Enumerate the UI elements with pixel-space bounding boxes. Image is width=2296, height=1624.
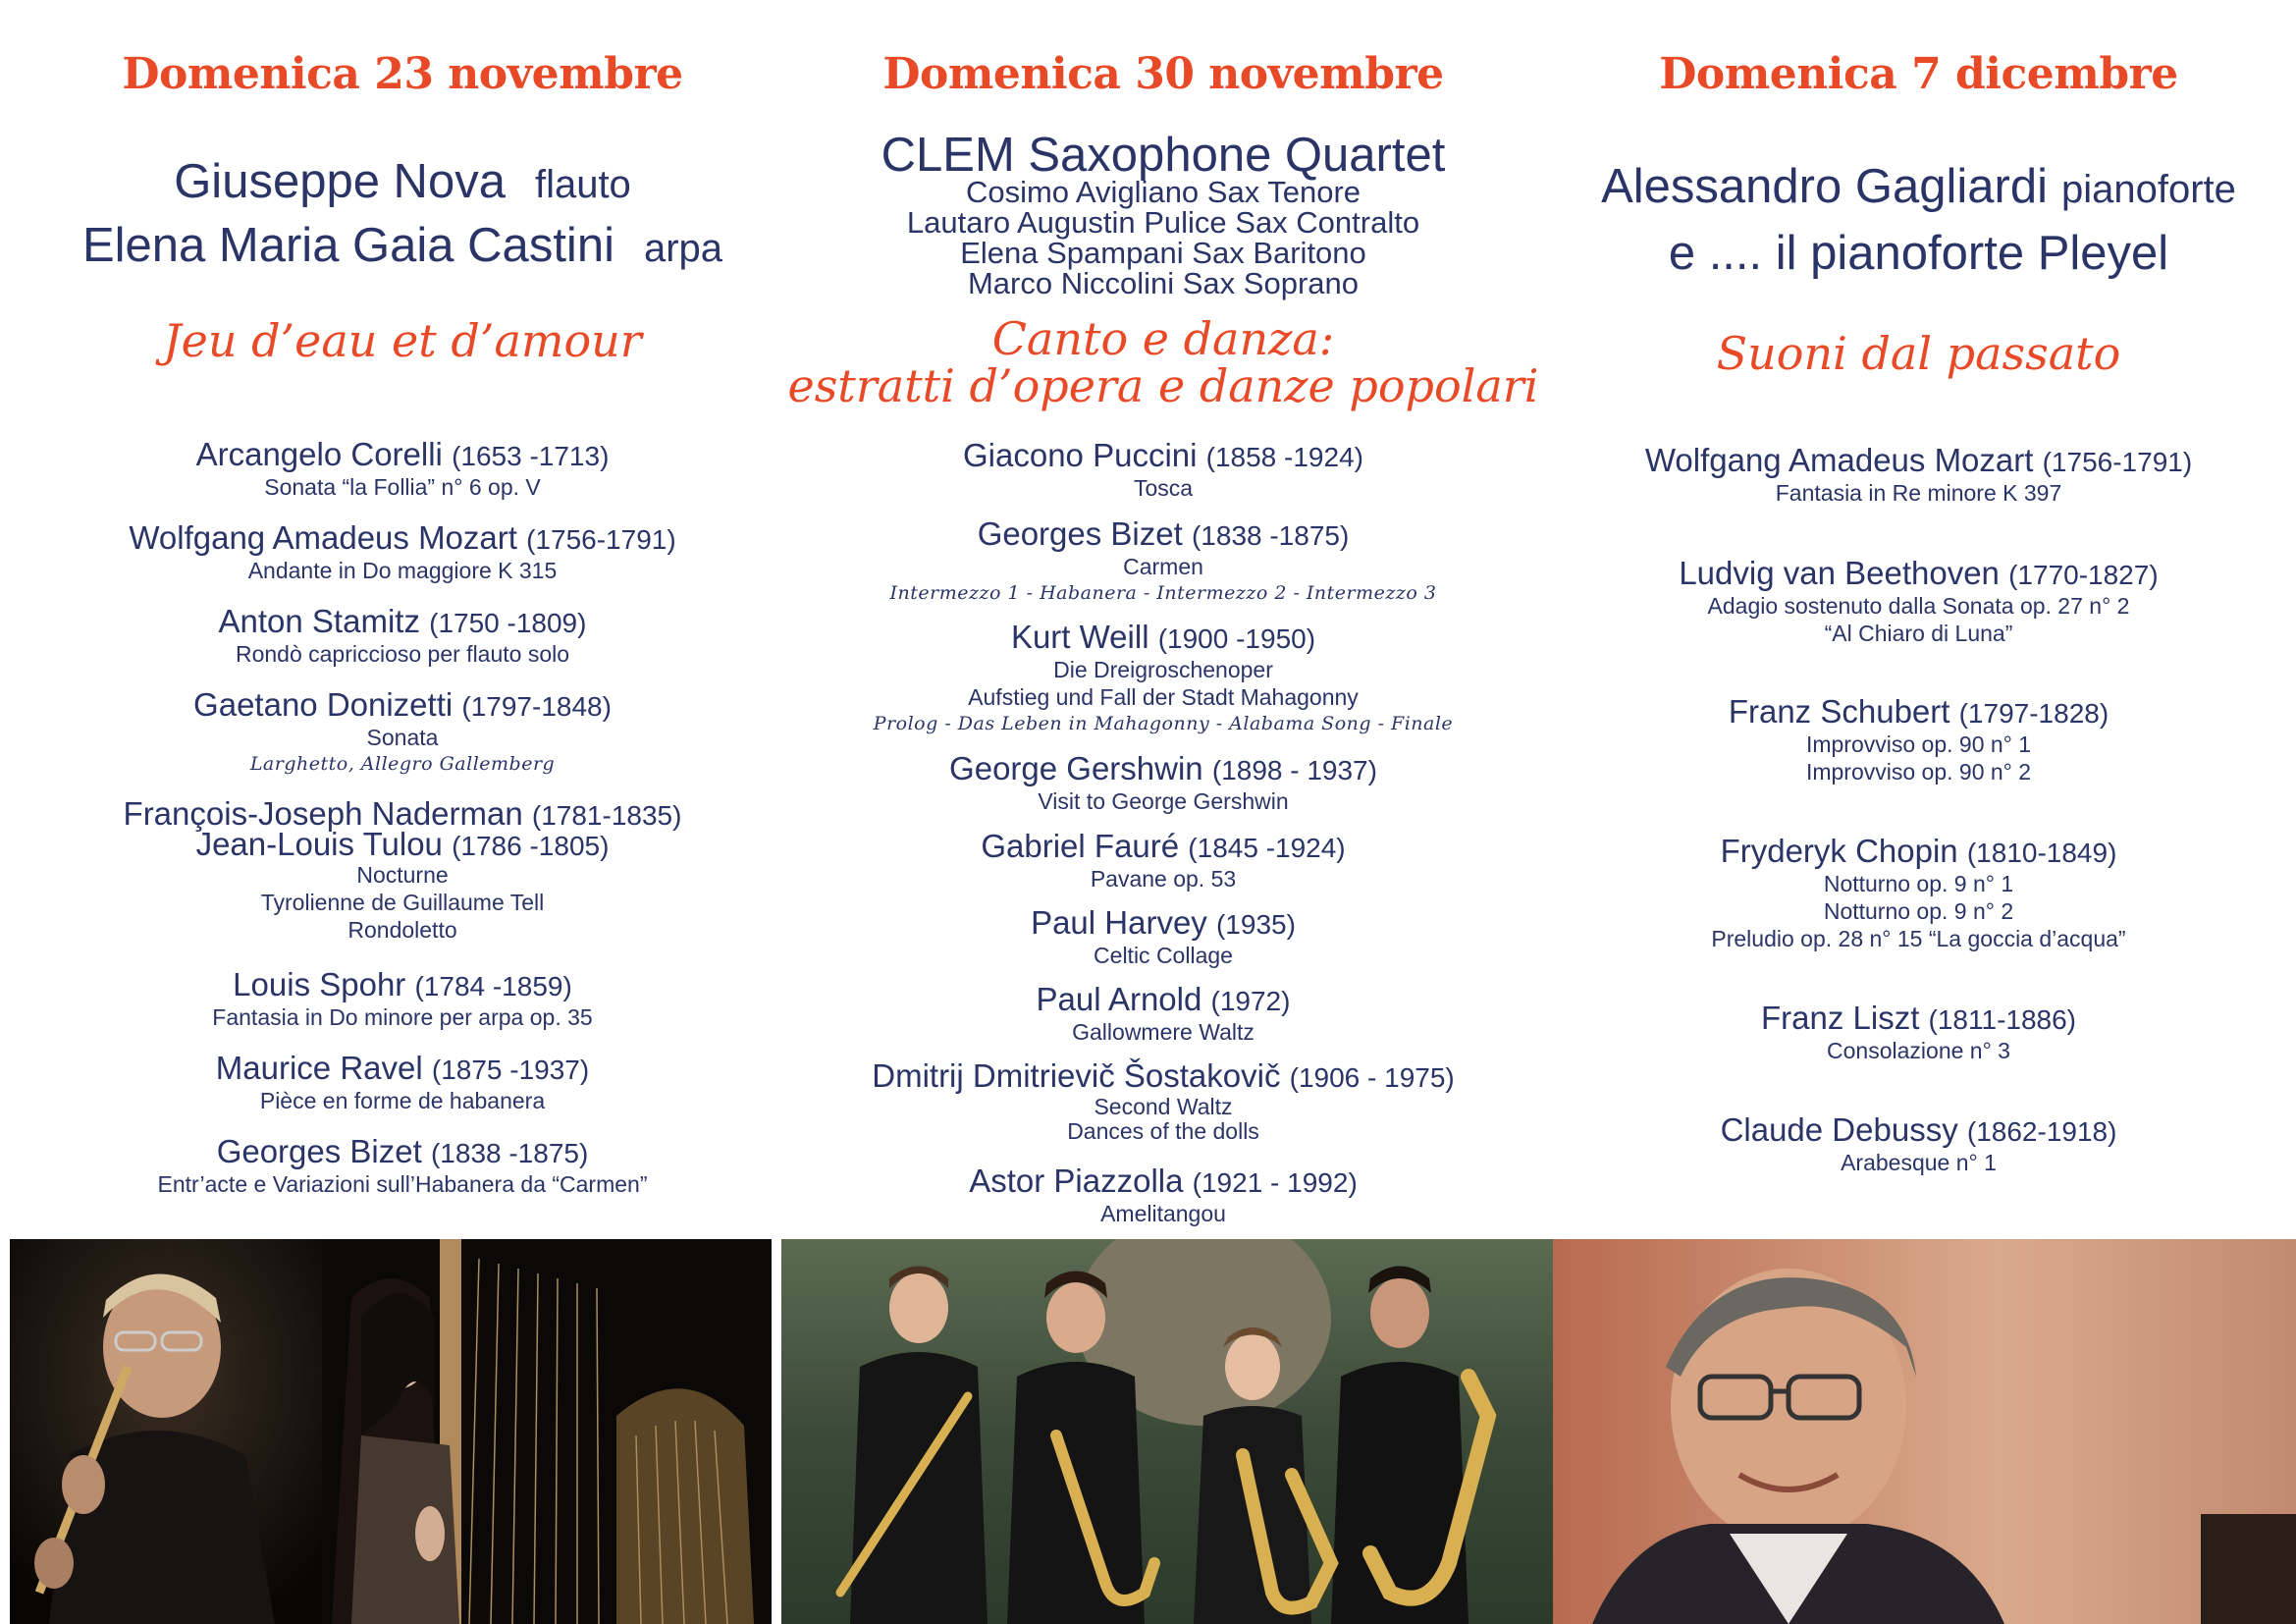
work-detail: Prolog - Das Leben in Mahagonny - Alabama Song - Finale xyxy=(873,713,1454,734)
program-item xyxy=(0,605,805,668)
performer-line xyxy=(0,221,805,271)
work-title: Improvviso op. 90 n° 1 xyxy=(1805,731,2032,757)
program-item xyxy=(766,752,1561,815)
composer-name: Fryderyk Chopin xyxy=(1720,833,1958,869)
work-title: Improvviso op. 90 n° 2 xyxy=(1805,759,2032,785)
work-title: Visit to George Gershwin xyxy=(1038,788,1289,814)
program-item xyxy=(1541,444,2296,507)
program-item xyxy=(766,621,1561,736)
composer-name: Franz Schubert xyxy=(1728,693,1950,730)
work-title: Die Dreigroschenoper xyxy=(1053,657,1273,682)
composer-years: (1810-1849) xyxy=(1966,838,2117,868)
program-item xyxy=(766,830,1561,893)
composer-name: Wolfgang Amadeus Mozart xyxy=(129,519,517,556)
member-line: Elena Spampani Sax Baritono xyxy=(960,236,1366,270)
work-title: Nocturne xyxy=(356,862,449,888)
composer-years: (1811-1886) xyxy=(1928,1004,2077,1035)
program-item xyxy=(0,1052,805,1114)
concert-theme: Jeu d’eau et d’amour xyxy=(163,314,642,367)
performer-instrument: flauto xyxy=(534,163,631,206)
composer-years: (1786 -1805) xyxy=(452,831,610,861)
composer-name: Astor Piazzolla xyxy=(969,1163,1184,1199)
composer-name: Claude Debussy xyxy=(1720,1111,1958,1148)
concert-theme-line: estratti d’opera e danze popolari xyxy=(787,359,1539,412)
member-line: Cosimo Avigliano Sax Tenore xyxy=(965,175,1362,209)
composer-years: (1845 -1924) xyxy=(1188,833,1346,863)
photo-strip xyxy=(10,1239,2296,1624)
work-title: Fantasia in Do minore per arpa op. 35 xyxy=(212,1004,593,1030)
performer-name: Giuseppe Nova xyxy=(174,155,506,208)
pianist-photo xyxy=(1553,1239,2296,1624)
composer-name: Kurt Weill xyxy=(1010,619,1149,655)
composer-name: François-Joseph Naderman xyxy=(123,795,523,832)
composer-years: (1898 - 1937) xyxy=(1211,755,1377,785)
program-item xyxy=(766,983,1561,1046)
composer-years: (1653 -1713) xyxy=(452,441,610,471)
harp-player-photo xyxy=(322,1239,772,1624)
composer-years: (1770-1827) xyxy=(2008,560,2159,590)
composer-name: Jean-Louis Tulou xyxy=(195,826,443,862)
program-item xyxy=(1541,835,2296,952)
program-item xyxy=(0,1135,805,1198)
composer-name: Gabriel Fauré xyxy=(981,828,1180,864)
work-title: Pavane op. 53 xyxy=(1090,866,1237,892)
work-title: Pièce en forme de habanera xyxy=(259,1088,546,1113)
composer-name: Dmitrij Dmitrievič Šostakovič xyxy=(872,1057,1281,1094)
composer-years: (1935) xyxy=(1215,909,1296,940)
composer-name: Franz Liszt xyxy=(1760,1000,1920,1036)
composer-name: Wolfgang Amadeus Mozart xyxy=(1644,442,2034,478)
work-title: Arabesque n° 1 xyxy=(1841,1150,1997,1175)
program-item xyxy=(766,439,1561,502)
composer-years: (1862-1918) xyxy=(1966,1116,2117,1147)
composer-name: Giacono Puccini xyxy=(963,437,1198,473)
program-item xyxy=(0,795,805,944)
work-title: Rondoletto xyxy=(347,917,457,943)
composer-name: Georges Bizet xyxy=(977,515,1183,552)
concert-column-30-novembre xyxy=(766,0,1561,1227)
composer-years: (1921 - 1992) xyxy=(1192,1167,1358,1198)
work-detail: Intermezzo 1 - Habanera - Intermezzo 2 - Intermezzo 3 xyxy=(889,582,1437,604)
ensemble-name: CLEM Saxophone Quartet xyxy=(881,129,1446,182)
member-line: Lautaro Augustin Pulice Sax Contralto xyxy=(906,205,1420,240)
work-title: Rondò capriccioso per flauto solo xyxy=(235,641,570,667)
work-title: Celtic Collage xyxy=(1094,943,1233,968)
composer-years: (1972) xyxy=(1210,986,1291,1016)
performer-line xyxy=(1541,162,2296,212)
program-item xyxy=(0,688,805,777)
concert-column-23-novembre xyxy=(0,0,805,1227)
composer-name: Arcangelo Corelli xyxy=(195,436,443,472)
work-title: Sonata “la Follia” n° 6 op. V xyxy=(264,474,541,500)
work-title: Dances of the dolls xyxy=(1067,1118,1259,1144)
performer-line: e .... il pianoforte Pleyel xyxy=(1668,227,2169,280)
program-item xyxy=(0,521,805,584)
work-detail: Larghetto, Allegro Gallemberg xyxy=(249,753,556,775)
composer-years: (1900 -1950) xyxy=(1157,623,1316,654)
program-item xyxy=(766,517,1561,606)
composer-years: (1750 -1809) xyxy=(429,608,587,638)
composer-years: (1838 -1875) xyxy=(1191,520,1350,551)
composer-years: (1875 -1937) xyxy=(431,1055,590,1085)
work-title: Tyrolienne de Guillaume Tell xyxy=(260,890,545,915)
program-item xyxy=(1541,1113,2296,1176)
composer-years: (1858 -1924) xyxy=(1205,442,1363,472)
composer-years: (1784 -1859) xyxy=(414,971,572,1001)
work-title: Fantasia in Re minore K 397 xyxy=(1775,480,2062,506)
composer-years: (1797-1828) xyxy=(1958,698,2109,729)
program-item xyxy=(0,438,805,501)
performer-name: Alessandro Gagliardi xyxy=(1601,160,2048,213)
composer-name: Maurice Ravel xyxy=(215,1050,423,1086)
composer-name: Paul Arnold xyxy=(1036,981,1202,1017)
program-item xyxy=(1541,557,2296,647)
work-title: Carmen xyxy=(1123,554,1203,579)
work-title: Sonata xyxy=(366,725,439,750)
composer-name: Anton Stamitz xyxy=(218,603,420,639)
work-title: Notturno op. 9 n° 2 xyxy=(1823,898,2014,924)
concert-theme: Suoni dal passato xyxy=(1716,327,2121,380)
member-line: Marco Niccolini Sax Soprano xyxy=(967,266,1359,300)
program-item xyxy=(766,906,1561,969)
work-title: “Al Chiaro di Luna” xyxy=(1824,621,2013,646)
program-item xyxy=(766,1059,1561,1144)
composer-years: (1756-1791) xyxy=(2042,447,2193,477)
concert-date: Domenica 7 dicembre xyxy=(1659,49,2178,99)
program-item xyxy=(1541,1001,2296,1064)
work-title: Tosca xyxy=(1133,475,1194,501)
composer-years: (1906 - 1975) xyxy=(1289,1062,1455,1093)
composer-years: (1797-1848) xyxy=(461,691,612,722)
performer-instrument: pianoforte xyxy=(2060,168,2236,211)
work-title: Notturno op. 9 n° 1 xyxy=(1823,871,2014,896)
composer-name: Ludvig van Beethoven xyxy=(1679,555,2000,591)
concert-theme-line: Canto e danza: xyxy=(991,312,1335,365)
composer-name: George Gershwin xyxy=(949,750,1203,786)
composer-name: Louis Spohr xyxy=(233,966,406,1002)
concert-column-7-dicembre xyxy=(1541,0,2296,1227)
concert-date: Domenica 23 novembre xyxy=(122,49,683,99)
work-title: Adagio sostenuto dalla Sonata op. 27 n° 2 xyxy=(1707,593,2130,619)
concert-date: Domenica 30 novembre xyxy=(882,49,1444,99)
work-title: Amelitangou xyxy=(1100,1201,1226,1226)
performer-name: Elena Maria Gaia Castini xyxy=(81,219,614,272)
saxophone-quartet-photo xyxy=(781,1239,1553,1624)
composer-name: Georges Bizet xyxy=(216,1133,422,1169)
composer-name: Gaetano Donizetti xyxy=(193,686,454,723)
work-title: Aufstieg und Fall der Stadt Mahagonny xyxy=(968,684,1359,710)
work-title: Entr’acte e Variazioni sull’Habanera da “Carmen” xyxy=(157,1171,648,1197)
composer-years: (1781-1835) xyxy=(531,800,682,831)
composer-name: Paul Harvey xyxy=(1031,904,1207,941)
program-item xyxy=(1541,695,2296,785)
program-item xyxy=(766,1164,1561,1227)
composer-years: (1838 -1875) xyxy=(430,1138,589,1168)
composer-years: (1756-1791) xyxy=(526,524,676,555)
work-title: Consolazione n° 3 xyxy=(1827,1038,2010,1063)
work-title: Gallowmere Waltz xyxy=(1072,1019,1255,1045)
program-item xyxy=(0,968,805,1031)
performer-line xyxy=(0,157,805,207)
flute-player-photo xyxy=(10,1239,322,1624)
performer-instrument: arpa xyxy=(643,227,723,270)
work-title: Preludio op. 28 n° 15 “La goccia d’acqua” xyxy=(1711,926,2126,951)
work-title: Andante in Do maggiore K 315 xyxy=(247,558,558,583)
work-title: Second Waltz xyxy=(1094,1094,1233,1119)
